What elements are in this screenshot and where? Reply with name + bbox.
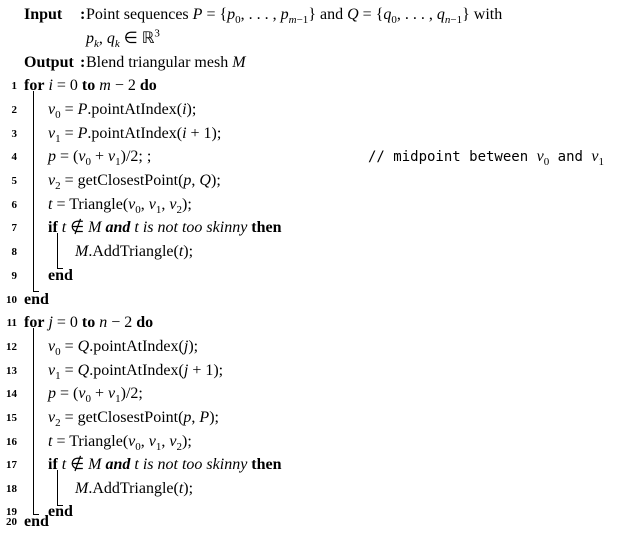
for-block-tick — [33, 291, 39, 292]
line-number: 10 — [6, 294, 17, 306]
line-code: M.AddTriangle(t); — [75, 480, 194, 497]
for-block-tick — [33, 514, 39, 515]
line-code: $v_2$ = getClosestPoint(p, P); — [48, 409, 219, 430]
line-code: end — [48, 267, 73, 284]
if-block-bar — [57, 233, 58, 268]
line-number: 1 — [11, 80, 17, 92]
line-code: $p = (v_0 + v_1)/2$; ; — [48, 148, 152, 169]
line-number: 13 — [6, 365, 17, 377]
line-number: 6 — [11, 199, 17, 211]
line-number: 3 — [11, 128, 17, 140]
input-condition: $p_k$, $q_k$ ∈ ℝ$^3$ — [86, 27, 160, 51]
line-number: 8 — [11, 246, 17, 258]
if-block-tick — [57, 505, 63, 506]
line-number: 5 — [11, 175, 17, 187]
line-code: $p = (v_0 + v_1)/2$; — [48, 385, 143, 406]
line-number: 4 — [11, 151, 17, 163]
line-number: 19 — [6, 506, 17, 518]
if-block-tick — [57, 268, 63, 269]
line-code: for i = 0 to m − 2 do — [24, 77, 157, 94]
line-code: M.AddTriangle(t); — [75, 243, 194, 260]
line-code: $t = Triangle(v_0$, $v_1$, $v_2$); — [48, 196, 192, 217]
line-number: 14 — [6, 388, 17, 400]
line-code: if t ∉ M and t is not too skinny then — [48, 456, 282, 473]
line-number: 11 — [6, 317, 17, 329]
line-code: $t = Triangle(v_0$, $v_1$, $v_2$); — [48, 433, 192, 454]
line-code: $v_1$ = P.pointAtIndex(i + 1); — [48, 125, 222, 146]
output-label: Output — [24, 54, 74, 71]
line-code: end — [24, 513, 49, 530]
line-number: 15 — [6, 412, 17, 424]
line-code: $v_2$ = getClosestPoint(p, Q); — [48, 172, 221, 193]
line-code: $v_1$ = Q.pointAtIndex(j + 1); — [48, 362, 224, 383]
line-code: $v_0$ = P.pointAtIndex(i); — [48, 101, 197, 122]
line-number: 16 — [6, 436, 17, 448]
input-sep: : — [80, 6, 86, 23]
line-number: 9 — [11, 270, 17, 282]
midpoint-comment: // midpoint between $v_0$ and $v_1$ — [368, 148, 604, 169]
line-number: 12 — [6, 341, 17, 353]
input-label: Input — [24, 6, 63, 23]
line-number: 18 — [6, 483, 17, 495]
line-number: 20 — [6, 516, 17, 528]
line-number: 17 — [6, 459, 17, 471]
line-code: if t ∉ M and t is not too skinny then — [48, 219, 282, 236]
input-description: Point sequences $P = \{p_0$, . . . , $p_{m-1}$} and $Q = \{q_0$, . . . , $q_{n-1}$} with — [86, 6, 503, 27]
line-code: end — [24, 291, 49, 308]
for-block-bar — [33, 91, 34, 291]
line-code: $v_0$ = Q.pointAtIndex(j); — [48, 338, 199, 359]
output-description: Blend triangular mesh M — [86, 54, 246, 71]
if-block-bar — [57, 470, 58, 505]
line-number: 2 — [11, 104, 17, 116]
line-code: for j = 0 to n − 2 do — [24, 314, 154, 331]
line-4 — [0, 145, 618, 169]
for-block-bar — [33, 328, 34, 514]
line-code: end — [48, 503, 73, 520]
line-number: 7 — [11, 222, 17, 234]
output-sep: : — [80, 54, 86, 71]
